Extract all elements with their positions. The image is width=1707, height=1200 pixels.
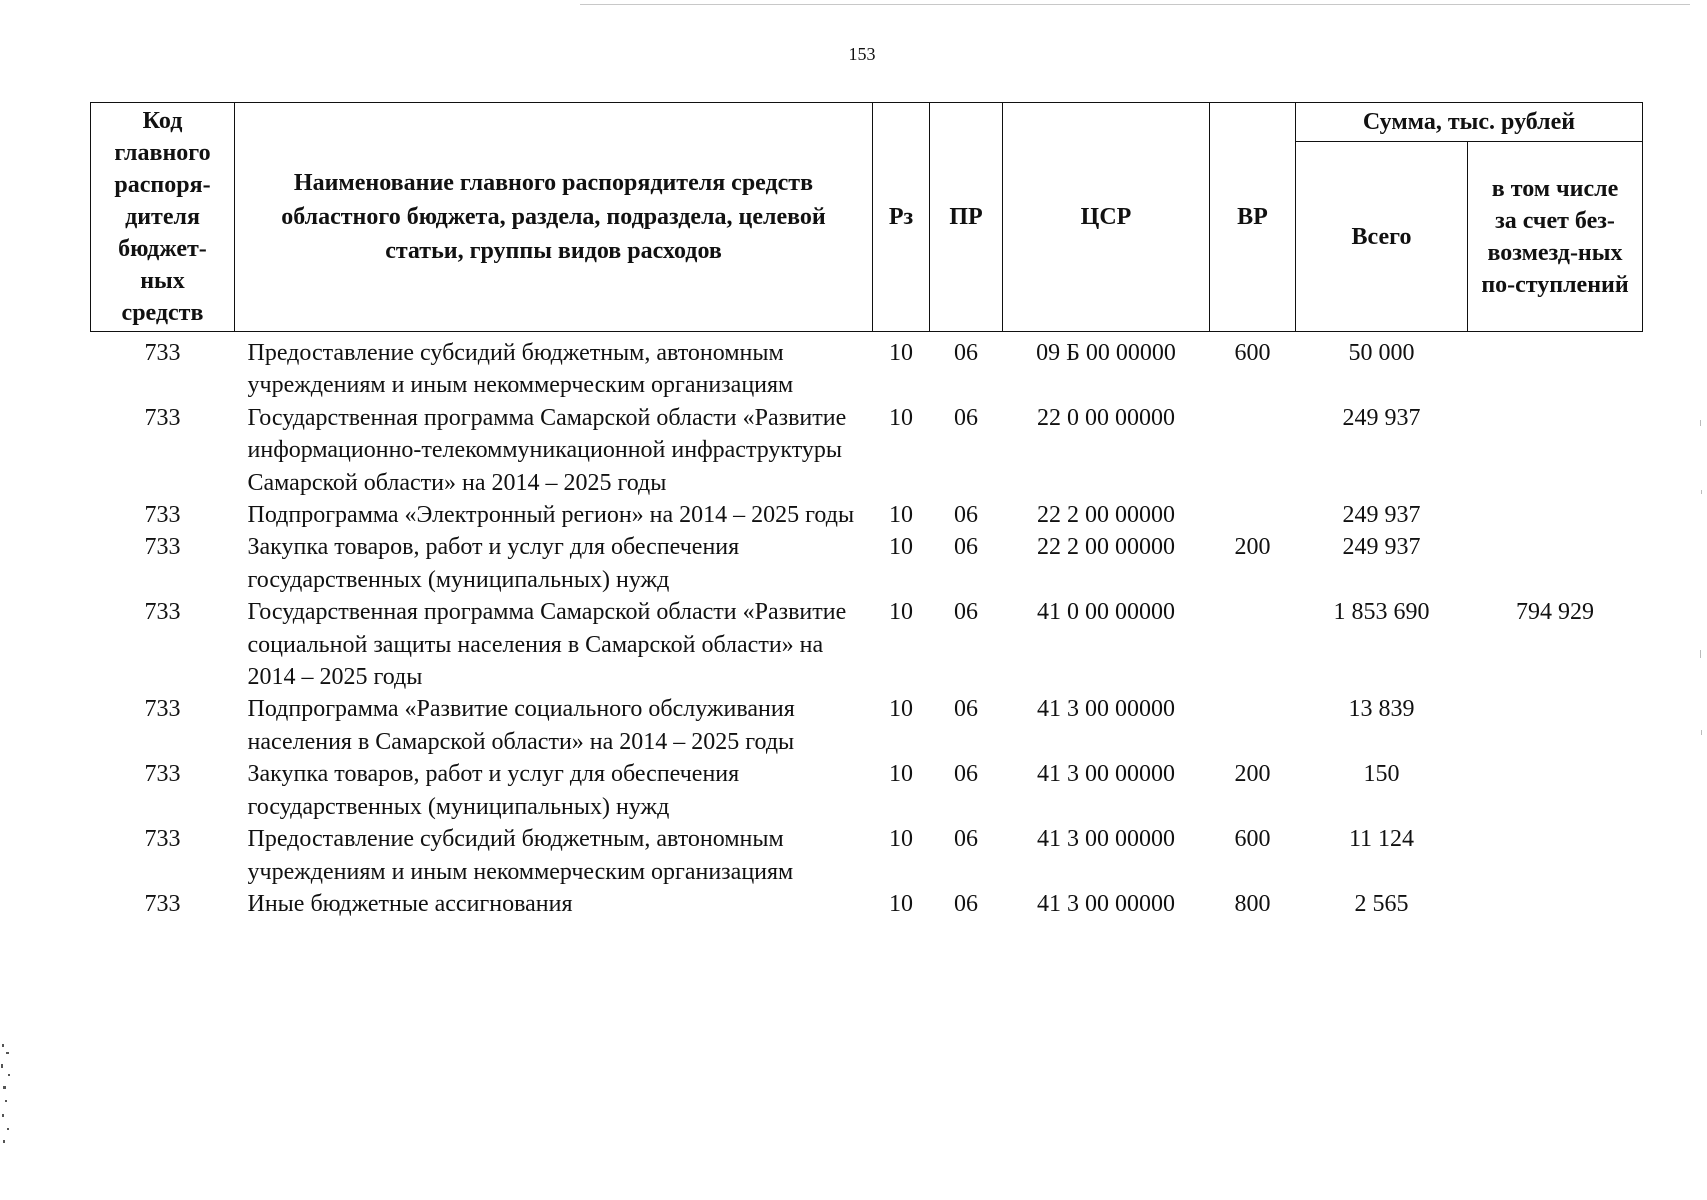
cell-pr: 06 (954, 404, 978, 431)
cell-code: 733 (144, 534, 181, 561)
header-free (1468, 142, 1643, 332)
scan-artifact-specks (1699, 400, 1703, 800)
cell-total: 1 853 690 (1333, 599, 1430, 626)
header-total: Всего (1296, 142, 1468, 332)
cell-vr: 600 (1234, 826, 1271, 853)
cell-total: 150 (1363, 761, 1400, 788)
cell-csr: 41 3 00 00000 (1037, 696, 1175, 723)
cell-name: Подпрограмма «Электронный регион» на 2014 – 2025 годы (247, 502, 855, 529)
cell-pr: 06 (954, 534, 978, 561)
cell-code: 733 (144, 696, 181, 723)
cell-code: 733 (144, 826, 181, 853)
header-pr: ПР (930, 103, 1003, 332)
cell-vr: 200 (1234, 534, 1271, 561)
cell-total: 50 000 (1348, 340, 1415, 366)
cell-name: Предоставление субсидий бюджетным, автономным учреждениям и иным некоммерческим организациям (247, 826, 794, 885)
cell-csr: 22 2 00 00000 (1037, 502, 1175, 529)
cell-name: Государственная программа Самарской области «Развитие социальной защиты населения в Самарской области» на 2014 – 2025 годы (247, 599, 847, 691)
cell-csr: 22 2 00 00000 (1037, 534, 1175, 561)
cell-pr: 06 (954, 696, 978, 723)
table-header (91, 103, 1643, 332)
cell-total: 249 937 (1342, 534, 1421, 561)
cell-free (1468, 402, 1643, 499)
cell-free (1468, 499, 1643, 531)
header-csr: ЦСР (1003, 103, 1210, 332)
cell-free (1468, 888, 1643, 920)
cell-vr (1210, 402, 1296, 499)
cell-csr: 41 3 00 00000 (1037, 890, 1175, 917)
table-row (91, 693, 1643, 758)
cell-name: Закупка товаров, работ и услуг для обеспечения государственных (муниципальных) нужд (247, 761, 740, 820)
cell-name: Государственная программа Самарской области «Развитие информационно-телекоммуникационной инфраструктуры Самарской области» на 2014 – 2025 годы (247, 404, 847, 496)
cell-free (1468, 693, 1643, 758)
cell-code: 733 (144, 890, 181, 917)
cell-name: Подпрограмма «Развитие социального обслуживания населения в Самарской области» на 2014 – 2025 годы (247, 696, 795, 755)
cell-pr: 06 (954, 826, 978, 853)
top-scan-rule (580, 4, 1690, 5)
cell-pr: 06 (954, 599, 978, 626)
header-code (91, 103, 235, 332)
cell-free (1468, 823, 1643, 888)
cell-rz: 10 (889, 761, 913, 788)
scan-artifact-marks (0, 1040, 14, 1150)
cell-free: 794 929 (1516, 599, 1594, 626)
cell-total: 13 839 (1348, 696, 1415, 723)
cell-code: 733 (144, 502, 181, 529)
cell-code: 733 (144, 340, 181, 366)
cell-total: 11 124 (1348, 826, 1415, 853)
cell-name: Иные бюджетные ассигнования (247, 890, 573, 917)
cell-rz: 10 (889, 826, 913, 853)
cell-csr: 41 0 00 00000 (1037, 599, 1175, 626)
cell-free (1468, 332, 1643, 402)
header-sum: Сумма, тыс. рублей (1296, 103, 1643, 142)
table-body (91, 332, 1643, 921)
cell-vr: 200 (1234, 761, 1271, 788)
cell-csr: 09 Б 00 00000 (1036, 340, 1176, 366)
cell-free (1468, 531, 1643, 596)
cell-rz: 10 (889, 404, 913, 431)
table-row (91, 402, 1643, 499)
cell-vr: 600 (1234, 340, 1271, 366)
cell-total: 249 937 (1342, 404, 1421, 431)
cell-rz: 10 (889, 599, 913, 626)
header-code-text: Код главного распоря-дителя бюджет-ных средств (114, 108, 211, 326)
cell-vr: 800 (1234, 890, 1271, 917)
cell-pr: 06 (954, 502, 978, 529)
cell-total: 249 937 (1342, 502, 1421, 529)
cell-code: 733 (144, 404, 181, 431)
table-row (91, 499, 1643, 531)
cell-rz: 10 (889, 340, 913, 366)
header-rz: Рз (873, 103, 930, 332)
cell-rz: 10 (889, 890, 913, 917)
cell-free (1468, 758, 1643, 823)
cell-vr (1210, 693, 1296, 758)
cell-csr: 41 3 00 00000 (1037, 761, 1175, 788)
cell-rz: 10 (889, 534, 913, 561)
table-row (91, 823, 1643, 888)
cell-name: Закупка товаров, работ и услуг для обеспечения государственных (муниципальных) нужд (247, 534, 740, 593)
page-number: 153 (848, 44, 876, 64)
header-vr: ВР (1210, 103, 1296, 332)
table-row (91, 332, 1643, 402)
table-row (91, 531, 1643, 596)
cell-csr: 22 0 00 00000 (1037, 404, 1175, 431)
cell-vr (1210, 499, 1296, 531)
cell-pr: 06 (954, 761, 978, 788)
budget-table (90, 102, 1643, 920)
cell-code: 733 (144, 761, 181, 788)
cell-total: 2 565 (1354, 890, 1409, 917)
cell-name: Предоставление субсидий бюджетным, автономным учреждениям и иным некоммерческим организациям (247, 340, 794, 399)
cell-csr: 41 3 00 00000 (1037, 826, 1175, 853)
cell-pr: 06 (954, 340, 978, 366)
cell-rz: 10 (889, 696, 913, 723)
cell-vr (1210, 596, 1296, 693)
table-row (91, 758, 1643, 823)
header-name-text: Наименование главного распорядителя средств областного бюджета, раздела, подраздела, целевой статьи, группы видов расходов (281, 170, 826, 264)
cell-rz: 10 (889, 502, 913, 529)
table-row (91, 596, 1643, 693)
header-free-text: в том числе за счет без-возмезд-ных по-ступлений (1481, 175, 1629, 298)
table-row (91, 888, 1643, 920)
cell-code: 733 (144, 599, 181, 626)
header-name (235, 103, 873, 332)
cell-pr: 06 (954, 890, 978, 917)
